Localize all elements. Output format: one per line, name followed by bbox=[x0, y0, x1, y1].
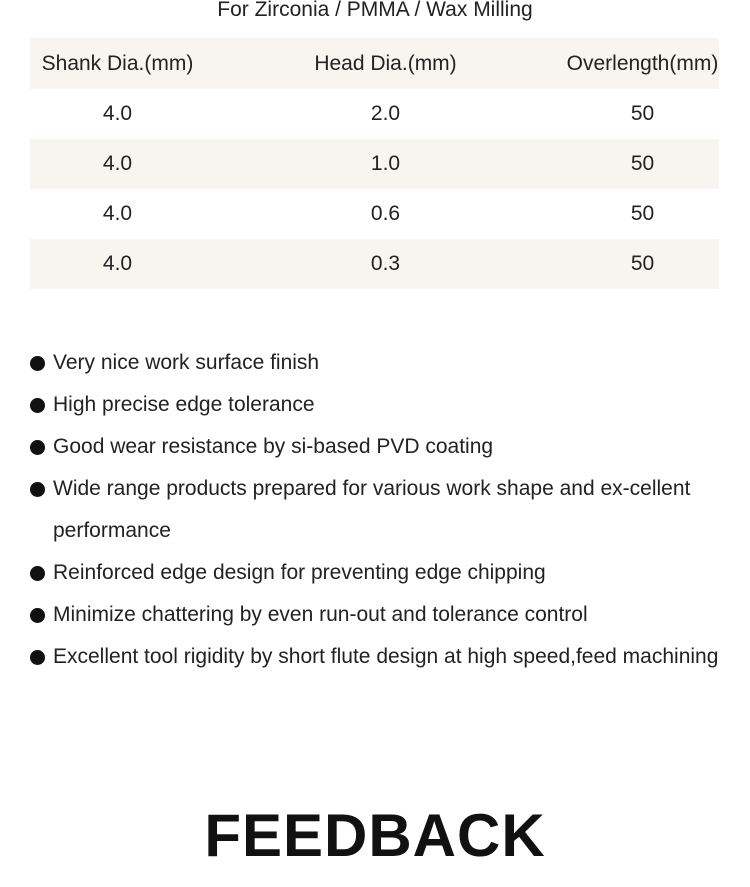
cell-shank-dia: 4.0 bbox=[30, 139, 205, 189]
feature-item bbox=[30, 426, 720, 468]
cell-shank-dia: 4.0 bbox=[102, 202, 133, 225]
bullet-icon bbox=[30, 398, 45, 413]
feature-item bbox=[30, 468, 720, 552]
feature-item bbox=[30, 342, 720, 384]
bullet-icon bbox=[30, 356, 45, 371]
feature-text: Minimize chattering by even run-out and tolerance control bbox=[53, 603, 588, 626]
cell-head-dia: 2.0 bbox=[370, 102, 401, 125]
table-row bbox=[30, 239, 719, 289]
table-row bbox=[30, 189, 719, 239]
cell-overlength: 50 bbox=[630, 202, 655, 225]
feature-text: Wide range products prepared for various work shape and ex-cellent performance bbox=[53, 477, 691, 542]
table-row bbox=[30, 89, 719, 139]
bullet-icon bbox=[30, 440, 45, 455]
feature-item bbox=[30, 594, 720, 636]
feature-item bbox=[30, 552, 720, 594]
spec-table bbox=[30, 38, 719, 289]
feature-text: Very nice work surface finish bbox=[53, 351, 320, 374]
feature-item bbox=[30, 636, 720, 678]
bullet-icon bbox=[30, 608, 45, 623]
feature-list bbox=[30, 342, 720, 678]
feature-text: Good wear resistance by si-based PVD coating bbox=[53, 435, 494, 458]
cell-shank-dia: 4.0 bbox=[30, 239, 205, 289]
header-shank-dia: Shank Dia.(mm) bbox=[30, 38, 205, 89]
cell-overlength: 50 bbox=[566, 139, 719, 189]
bullet-icon bbox=[30, 650, 45, 665]
feature-text: Reinforced edge design for preventing edge chipping bbox=[53, 561, 546, 584]
cell-head-dia: 0.3 bbox=[205, 239, 566, 289]
feature-item bbox=[30, 384, 720, 426]
header-head-dia: Head Dia.(mm) bbox=[205, 38, 566, 89]
bullet-icon bbox=[30, 482, 45, 497]
bullet-icon bbox=[30, 566, 45, 581]
cell-overlength: 50 bbox=[630, 102, 655, 125]
table-row bbox=[30, 139, 719, 189]
cell-head-dia: 1.0 bbox=[205, 139, 566, 189]
feature-text: Excellent tool rigidity by short flute design at high speed,feed machining bbox=[53, 645, 719, 668]
table-header-row bbox=[30, 38, 719, 89]
feedback-heading: FEEDBACK bbox=[204, 802, 546, 869]
header-overlength: Overlength(mm) bbox=[566, 38, 719, 89]
subtitle: For Zirconia / PMMA / Wax Milling bbox=[217, 0, 533, 21]
feature-text: High precise edge tolerance bbox=[53, 393, 315, 416]
cell-shank-dia: 4.0 bbox=[102, 102, 133, 125]
cell-head-dia: 0.6 bbox=[370, 202, 401, 225]
cell-overlength: 50 bbox=[566, 239, 719, 289]
